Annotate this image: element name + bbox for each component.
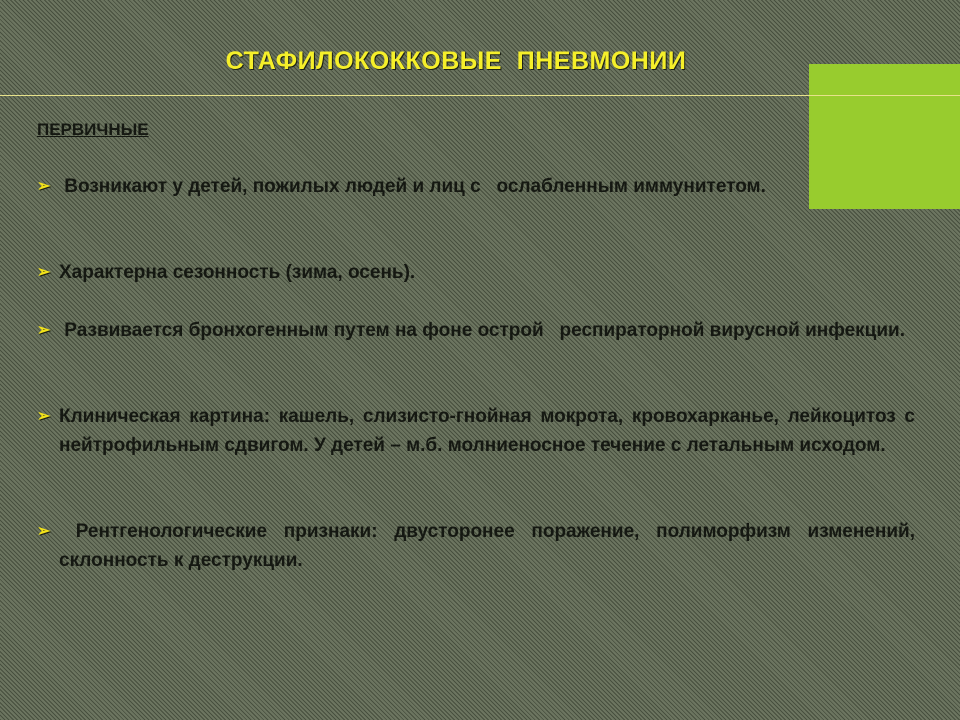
bullet-text: Характерна сезонность (зима, осень). (59, 262, 416, 283)
slide-title: СТАФИЛОКОККОВЫЕ ПНЕВМОНИИ (225, 47, 687, 75)
bullet-item (37, 316, 915, 345)
arrow-bullet-icon: ➢ (37, 322, 51, 339)
section-subtitle: ПЕРВИЧНЫЕ (37, 120, 149, 139)
bullet-text: Рентгенологические признаки: двусторонее поражение, полиморфизм изменений, склонность к деструкции. (59, 521, 921, 571)
arrow-bullet-icon: ➢ (37, 408, 51, 425)
bullet-item (37, 402, 921, 460)
title-divider (0, 95, 960, 96)
bullet-item (37, 258, 915, 287)
bullet-text: Клиническая картина: кашель, слизисто-гнойная мокрота, кровохарканье, лейкоцитоз с нейтрофильным сдвигом. У детей – м.б. молниеносное течение с летальным исходом. (59, 406, 921, 456)
bullet-item (37, 517, 921, 575)
arrow-bullet-icon: ➢ (37, 178, 51, 195)
arrow-bullet-icon: ➢ (37, 523, 51, 540)
bullet-item (37, 172, 915, 201)
bullet-text: Возникают у детей, пожилых людей и лиц с ослабленным иммунитетом. (59, 176, 766, 197)
bullet-text: Развивается бронхогенным путем на фоне острой респираторной вирусной инфекции. (59, 320, 906, 341)
arrow-bullet-icon: ➢ (37, 264, 51, 281)
